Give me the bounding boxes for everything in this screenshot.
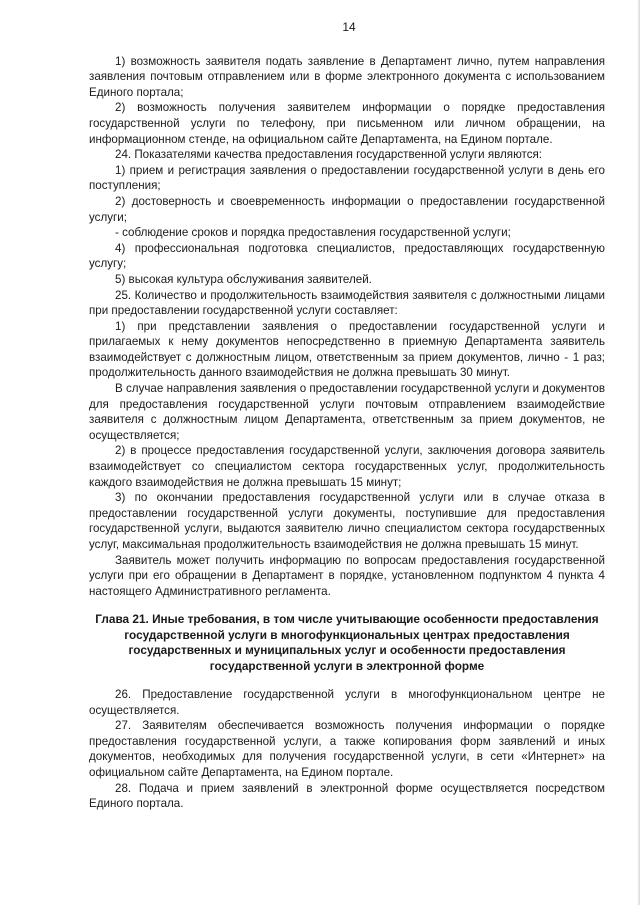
- paragraph-quality-dash: - соблюдение сроков и порядка предоставления государственной услуги;: [115, 226, 511, 240]
- paragraph-quality-2: 2) достоверность и своевременность информации о предоставлении государственной услуги;: [89, 194, 605, 224]
- paragraph-interaction-1: 1) при представлении заявления о предоставлении государственной услуги и прилагаемых к нему документов непосредственно в приемную Департамента заявитель взаимодействует с должностным лицом, ответственным за прием документов, лично - 1 раз; продолжительность данного взаимодействия не должна превышать 30 минут.: [89, 319, 605, 380]
- paragraph-item-25: 25. Количество и продолжительность взаимодействия заявителя с должностными лицами при предоставлении государственной услуги составляет:: [89, 288, 605, 318]
- paragraph-item-24: 24. Показателями качества предоставления государственной услуги являются:: [115, 148, 542, 162]
- page-number: 14: [342, 20, 356, 34]
- paragraph-item-26: 26. Предоставление государственной услуги в многофункциональном центре не осуществляется.: [89, 688, 605, 717]
- chapter-21-heading: Глава 21. Иные требования, в том числе учитывающие особенности предоставления государственной услуги в многофункциональных центрах предоставления государственных и муниципальных услуг и особенности предоставления государственной услуги в электронной форме: [95, 612, 599, 673]
- paragraph-applicant-info: Заявитель может получить информацию по вопросам предоставления государственной услуги при его обращении в Департамент в порядке, установленном подпунктом 4 пункта 4 настоящего Административного регламента.: [89, 553, 605, 598]
- paragraph-quality-5: 5) высокая культура обслуживания заявителей.: [115, 272, 372, 286]
- paragraph-item-27: 27. Заявителям обеспечивается возможность получения информации о порядке предоставления государственной услуги, а также копирования форм заявлений и иных документов, необходимых для получения государственной услуги, в сети «Интернет» на официальном сайте Департамента, на Едином портале.: [89, 719, 605, 779]
- paragraph-interaction-2: 2) в процессе предоставления государственной услуги, заключения договора заявитель взаимодействует со специалистом сектора государственных услуг, продолжительность каждого взаимодействия не должна превышать 15 минут;: [89, 444, 605, 489]
- paragraph-possibility-submit: 1) возможность заявителя подать заявление в Департамент лично, путем направления заявления почтовым отправлением или в форме электронного документа с использованием Единого портала;: [89, 54, 605, 99]
- paragraph-item-28: 28. Подача и прием заявлений в электронной форме осуществляется посредством Единого портала.: [89, 781, 605, 811]
- body-text-before-heading: [89, 54, 605, 600]
- paragraph-interaction-3: 3) по окончании предоставления государственной услуги или в случае отказа в предоставлении государственной услуги документы, поступившие для предоставления государственной услуги, выдаются заявителю лично специалистом сектора государственных услуг, максимальная продолжительность взаимодействия не должна превышать 15 минут.: [89, 491, 605, 551]
- paragraph-quality-1: 1) прием и регистрация заявления о предоставлении государственной услуги в день его поступления;: [89, 163, 605, 193]
- paragraph-possibility-information: 2) возможность получения заявителем информации о порядке предоставления государственной услуги по телефону, при письменном или личном обращении, на информационном стенде, на официальном сайте Департамента, на Едином портале.: [89, 101, 605, 146]
- paragraph-quality-4: 4) профессиональная подготовка специалистов, предоставляющих государственную услугу;: [89, 241, 605, 271]
- paragraph-interaction-mail: В случае направления заявления о предоставлении государственной услуги и документов для предоставления государственной услуги почтовым отправлением взаимодействие заявителя с должностным лицом Департамента, ответственным за прием документов, не осуществляется;: [89, 382, 605, 442]
- body-text-after-heading: [89, 687, 605, 812]
